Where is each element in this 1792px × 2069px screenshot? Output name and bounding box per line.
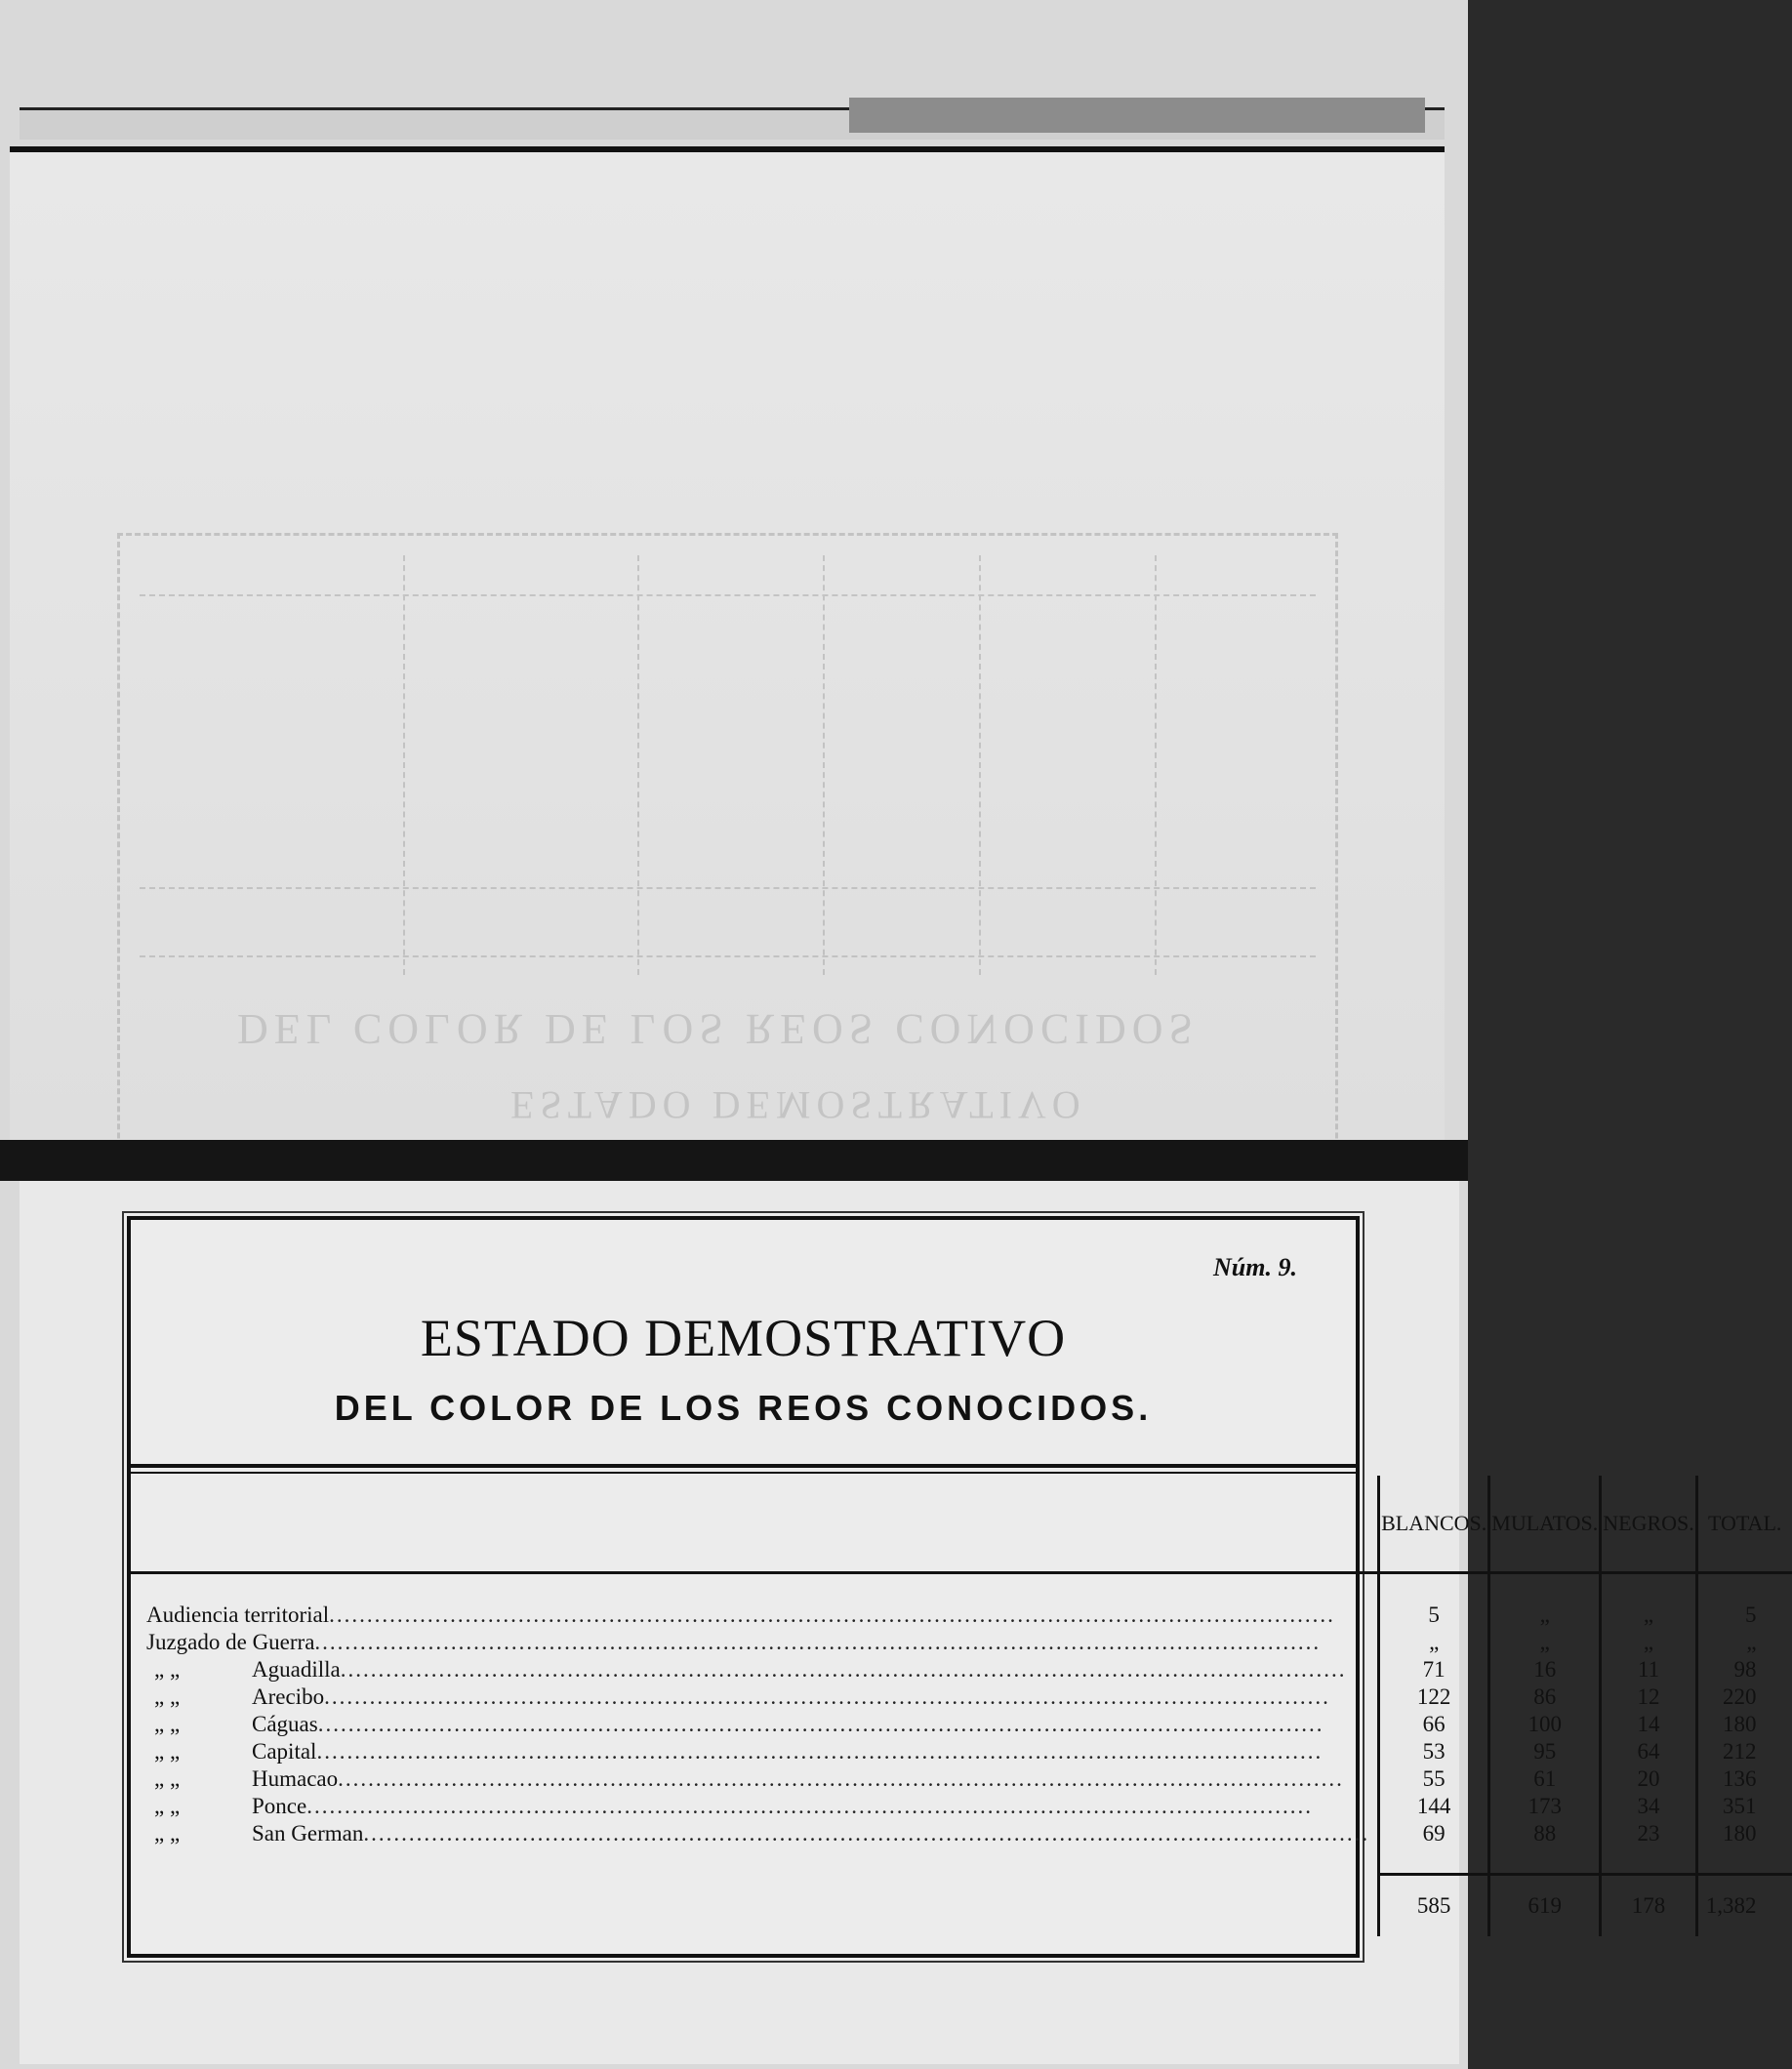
ghost-column-line — [979, 555, 981, 975]
table-spacer — [131, 1573, 1792, 1602]
header-blancos: BLANCOS. — [1379, 1476, 1489, 1573]
totals-label-cell — [131, 1875, 1379, 1937]
table-row — [131, 1656, 1792, 1684]
table-row — [131, 1629, 1792, 1656]
total-cell: 178 — [1601, 1875, 1697, 1937]
value-cell: 180 — [1696, 1820, 1791, 1847]
value-cell: 12 — [1601, 1684, 1697, 1711]
row-label-cell — [131, 1820, 1379, 1847]
value-cell: 173 — [1489, 1793, 1601, 1820]
ghost-column-line — [637, 555, 639, 975]
row-label: Humacao — [252, 1766, 339, 1791]
ditto-prefix: „ „ — [154, 1766, 181, 1791]
table-row — [131, 1765, 1792, 1793]
ghost-column-line — [823, 555, 825, 975]
ghost-row-line — [140, 594, 1316, 596]
total-cell: 619 — [1489, 1875, 1601, 1937]
ghost-subtitle: DEL COLOR DE LOS REOS CONOCIDOS — [237, 1005, 1199, 1053]
leader-dots — [306, 1793, 1369, 1820]
leader-dots — [363, 1820, 1369, 1847]
ditto-prefix: „ „ — [154, 1684, 181, 1709]
value-cell: 95 — [1489, 1738, 1601, 1765]
totals-row — [131, 1875, 1792, 1937]
value-cell: 64 — [1601, 1738, 1697, 1765]
table-row — [131, 1602, 1792, 1629]
row-label-cell — [131, 1711, 1379, 1738]
table-row — [131, 1793, 1792, 1820]
row-label-cell — [131, 1629, 1379, 1656]
leader-dots — [318, 1711, 1369, 1738]
leader-dots — [324, 1684, 1369, 1711]
value-cell: „ — [1379, 1629, 1489, 1656]
document-title: ESTADO DEMOSTRATIVO — [420, 1309, 1067, 1367]
value-cell: 71 — [1379, 1656, 1489, 1684]
value-cell: 23 — [1601, 1820, 1697, 1847]
row-label: Ponce — [252, 1794, 307, 1818]
value-cell: 34 — [1601, 1793, 1697, 1820]
previous-sheet-tab — [849, 98, 1425, 133]
value-cell: 20 — [1601, 1765, 1697, 1793]
ghost-column-line — [1155, 555, 1157, 975]
leader-dots — [338, 1765, 1369, 1793]
total-cell: 585 — [1379, 1875, 1489, 1937]
value-cell: 180 — [1696, 1711, 1791, 1738]
value-cell: „ — [1696, 1629, 1791, 1656]
leader-dots — [316, 1738, 1369, 1765]
title-rule — [131, 1464, 1356, 1468]
value-cell: „ — [1601, 1629, 1697, 1656]
value-cell: 136 — [1696, 1765, 1791, 1793]
value-cell: „ — [1601, 1602, 1697, 1629]
header-negros: NEGROS. — [1601, 1476, 1697, 1573]
header-mulatos: MULATOS. — [1489, 1476, 1601, 1573]
row-label: Arecibo — [252, 1684, 325, 1709]
value-cell: 11 — [1601, 1656, 1697, 1684]
row-label: Juzgado de Guerra — [146, 1630, 315, 1654]
ghost-column-line — [403, 555, 405, 975]
value-cell: 100 — [1489, 1711, 1601, 1738]
data-table — [131, 1476, 1792, 1936]
page-number-label: Núm. 9. — [1213, 1253, 1297, 1281]
leader-dots — [341, 1656, 1369, 1684]
value-cell: 55 — [1379, 1765, 1489, 1793]
value-cell: 88 — [1489, 1820, 1601, 1847]
ditto-prefix: „ „ — [154, 1739, 181, 1764]
document-subtitle: DEL COLOR DE LOS REOS CONOCIDOS. — [334, 1388, 1153, 1428]
row-label: Cáguas — [252, 1712, 318, 1736]
value-cell: 212 — [1696, 1738, 1791, 1765]
title-rule-thin — [131, 1472, 1356, 1474]
row-label-cell — [131, 1738, 1379, 1765]
ditto-prefix: „ „ — [154, 1712, 181, 1736]
page-gutter — [0, 1140, 1468, 1181]
value-cell: 5 — [1696, 1602, 1791, 1629]
value-cell: 16 — [1489, 1656, 1601, 1684]
value-cell: „ — [1489, 1629, 1601, 1656]
value-cell: 220 — [1696, 1684, 1791, 1711]
table-spacer — [131, 1847, 1792, 1875]
value-cell: 53 — [1379, 1738, 1489, 1765]
value-cell: 86 — [1489, 1684, 1601, 1711]
value-cell: 69 — [1379, 1820, 1489, 1847]
value-cell: 122 — [1379, 1684, 1489, 1711]
document-frame — [127, 1216, 1782, 1958]
header-total: TOTAL. — [1696, 1476, 1791, 1573]
value-cell: 144 — [1379, 1793, 1489, 1820]
ditto-prefix: „ „ — [154, 1794, 181, 1818]
ditto-prefix: „ „ — [154, 1657, 181, 1682]
table-row — [131, 1738, 1792, 1765]
row-label: Capital — [252, 1739, 317, 1764]
row-label-cell — [131, 1684, 1379, 1711]
value-cell: 351 — [1696, 1793, 1791, 1820]
row-label-cell — [131, 1656, 1379, 1684]
table-row — [131, 1711, 1792, 1738]
ghost-row-line — [140, 887, 1316, 889]
value-cell: 66 — [1379, 1711, 1489, 1738]
table-row — [131, 1684, 1792, 1711]
leader-dots — [314, 1629, 1369, 1656]
document-page — [20, 1181, 1782, 2064]
row-label: Aguadilla — [252, 1657, 341, 1682]
value-cell: „ — [1489, 1602, 1601, 1629]
row-label-cell — [131, 1765, 1379, 1793]
value-cell: 98 — [1696, 1656, 1791, 1684]
row-label: San German — [252, 1821, 364, 1846]
value-cell: 14 — [1601, 1711, 1697, 1738]
row-label-cell — [131, 1793, 1379, 1820]
header-blank — [131, 1476, 1379, 1573]
ditto-prefix: „ „ — [154, 1821, 181, 1846]
value-cell: 5 — [1379, 1602, 1489, 1629]
row-label-cell — [131, 1602, 1379, 1629]
value-cell: 61 — [1489, 1765, 1601, 1793]
table-row — [131, 1820, 1792, 1847]
previous-page — [10, 146, 1445, 1148]
ghost-row-line — [140, 955, 1316, 957]
leader-dots — [329, 1602, 1369, 1629]
table-header-row — [131, 1476, 1792, 1573]
row-label: Audiencia territorial — [146, 1602, 330, 1627]
total-cell: 1,382 — [1696, 1875, 1791, 1937]
ghost-title: ESTADO DEMOSTRATIVO — [510, 1083, 1086, 1127]
